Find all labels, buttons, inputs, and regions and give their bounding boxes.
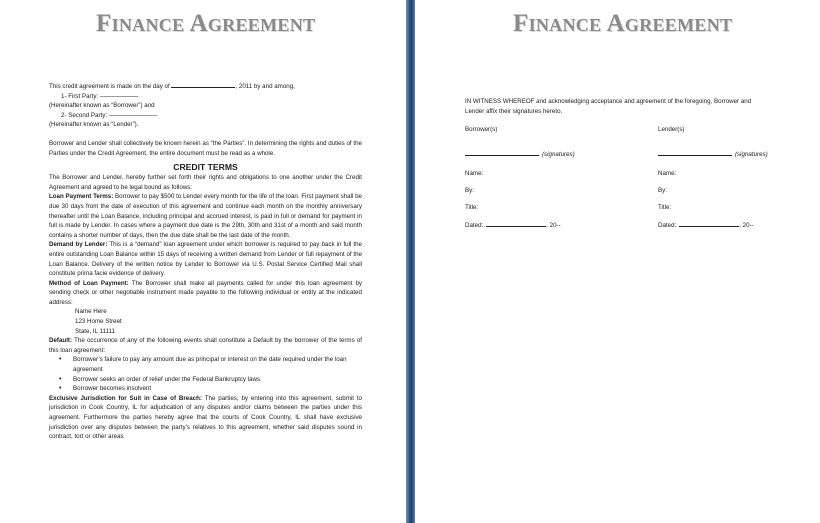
- parties-paragraph: Borrower and Lender shall collectively be known herein as “the Parties”. In determining the rights and duties of the Parties under the Credit Agreement, the entire document must be read as a whole.: [49, 139, 362, 157]
- witness-paragraph: IN WITNESS WHEREOF and acknowledging acceptance and agreement of the foregoing, Borrower and Lender affix their signatures hereto.: [465, 98, 752, 115]
- method-label: Method of Loan Payment:: [49, 279, 129, 287]
- list-item: • Borrower seeks an order of relief under the Federal Bankruptcy laws: [59, 375, 362, 385]
- demand-text: This is a “demand” loan agreement under which borrower is required to pay back in full the entire outstanding Loan Balance within 15 days of receiving a written demand from Lender or full repayment of the Loan Balance. Delivery of the written notice by Lender to Borrower via U.S. Postal Service Certified Mail shall constitute prima facie evidence of delivery.: [49, 241, 362, 278]
- intro-text: This credit agreement is made on the day of: [49, 83, 170, 90]
- demand-by-lender: [49, 240, 362, 278]
- borrower-name-field: Name:: [465, 170, 484, 177]
- signatures-label: (signatures): [735, 151, 768, 158]
- list-item: • Borrower becomes insolvent: [59, 384, 362, 394]
- address-state: State, IL 11111: [75, 327, 115, 335]
- signatures-label: (signatures): [542, 151, 575, 158]
- right-page: [415, 0, 820, 523]
- lender-signature-block: [658, 126, 768, 238]
- credit-terms-heading: CREDIT TERMS: [173, 162, 238, 173]
- loan-payment-label: Loan Payment Terms:: [49, 193, 114, 201]
- dated-year: , 20--: [739, 222, 754, 229]
- jurisdiction-text: The parties, by entering into this agreement, submit to jurisdiction in Cook Country, IL for adjudication of any disputes and/or claims between the parties under this agreement. Furthermore the parties hereby agree that the courts of Cook Country, IL shall have exclusive jurisdiction over any disputes between the party’s relatives to this agreement, whether said disputes sound in contract, tort or other areas: [49, 394, 362, 441]
- default-clause: [49, 336, 362, 355]
- loan-payment-terms: [49, 192, 362, 240]
- borrower-signature-block: [465, 126, 575, 238]
- jurisdiction-label: Exclusive Jurisdiction for Suit in Case of Breach:: [49, 394, 202, 402]
- loan-payment-text: Borrower to pay $500 to Lender every month for the life of the loan. First payment shall be due 30 days from the date of execution of this agreement and continue each month on the monthly anniversary thereafter until the Loan Balance, including principal and accrued interest, is paid in full or demand for payment in full is made by Lender. In cases where a payment due date is the 29th, 30th and 31st of a month and said month contains a shorter number of days, then the due date shall be the last date of the month.: [49, 193, 362, 239]
- dated-label: Dated:: [658, 222, 677, 229]
- borrower-by-field: By:: [465, 187, 474, 194]
- party1-blank: -----------------------: [99, 92, 139, 100]
- default-text: The occurrence of any of the following events shall constitute a Default by the borrower of the terms of this loan agreement:: [49, 337, 362, 354]
- dated-blank: [679, 221, 739, 227]
- lender-title-field: Title:: [658, 204, 672, 211]
- dated-label: Dated:: [465, 222, 484, 229]
- borrower-dated-field: [465, 221, 575, 238]
- borrower-signature-line: [465, 150, 575, 170]
- party1-label: 1- First Party:: [61, 92, 99, 100]
- lender-signature-line: [658, 150, 768, 170]
- intro-year: , 2011 by and among,: [235, 83, 295, 90]
- page-title: Finance Agreement: [96, 10, 316, 37]
- party2-line: [49, 111, 362, 121]
- method-text: The Borrower shall make all payments called for under this loan agreement by sending check or other negotiable instrument made payable to the following individual or entity at the indicated address:: [49, 279, 363, 306]
- jurisdiction-clause: [49, 394, 362, 442]
- address-street: 123 Home Street: [75, 318, 122, 326]
- payment-address: [49, 307, 362, 336]
- date-blank: [171, 82, 235, 88]
- page-divider: [406, 0, 415, 523]
- lender-dated-field: [658, 221, 768, 238]
- method-of-payment: [49, 279, 362, 308]
- lender-by-field: By:: [658, 187, 667, 194]
- signature-blank: [658, 150, 732, 156]
- dated-year: , 20--: [546, 222, 561, 229]
- borrower-title-field: Title:: [465, 204, 479, 211]
- party2-label: 2- Second Party:: [61, 111, 108, 119]
- party2-blank: -----------------------------: [108, 111, 157, 119]
- list-item: • Borrower’s failure to pay any amount due as principal or interest on the date required under the loan agreement: [59, 355, 362, 374]
- demand-label: Demand by Lender:: [49, 241, 108, 249]
- signature-blank: [465, 150, 539, 156]
- page-title: Finance Agreement: [513, 10, 733, 37]
- left-page: [0, 0, 406, 523]
- address-name: Name Here: [75, 308, 107, 316]
- party1-known: (Hereinafter known as “Borrower”) and: [49, 102, 155, 110]
- lender-heading: Lender(s): [658, 126, 685, 133]
- intro-line: [49, 82, 362, 92]
- party2-known: (Hereinafter known as “Lender”).: [49, 121, 139, 129]
- default-list: [49, 355, 362, 393]
- dated-blank: [486, 221, 546, 227]
- credit-terms-intro: The Borrower and Lender, hereby further set forth their rights and obligations to one another under the Credit Agreement and agreed to be legal bound as follows:: [49, 174, 362, 191]
- borrower-heading: Borrower(s): [465, 126, 498, 133]
- party1-line: [49, 92, 362, 102]
- lender-name-field: Name:: [658, 170, 677, 177]
- default-label: Default:: [49, 337, 73, 345]
- agreement-body: [49, 82, 362, 442]
